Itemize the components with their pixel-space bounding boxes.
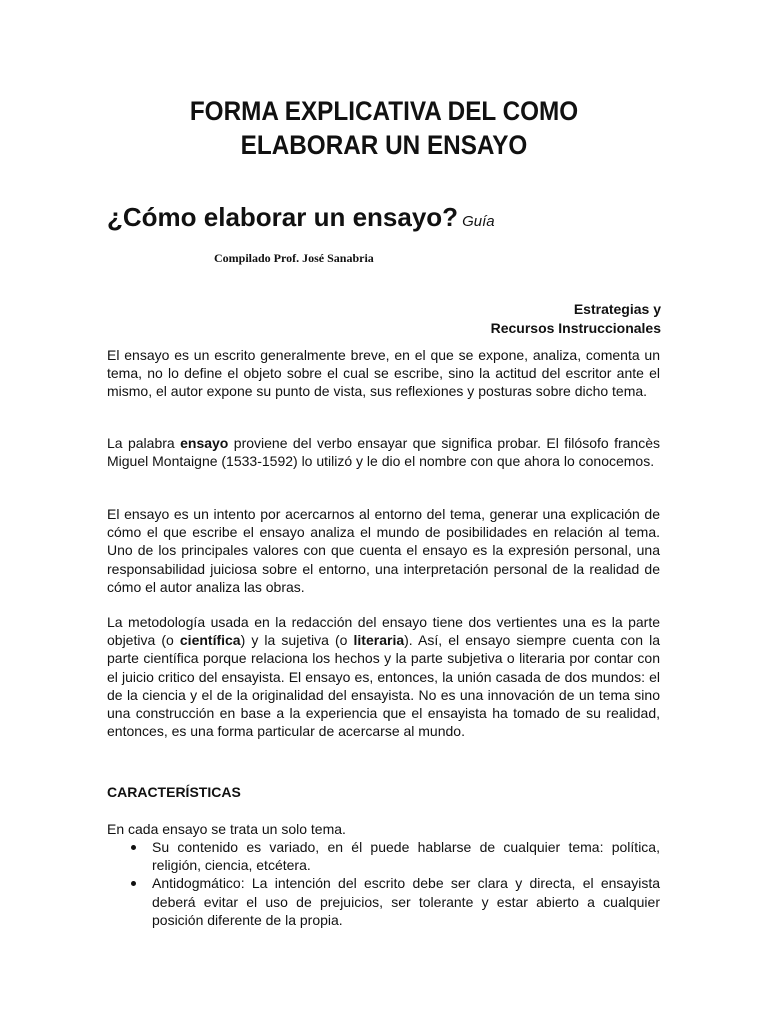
list-item: Antidogmático: La intención del escrito debe ser clara y directa, el ensayista deberá evitar el uso de prejuicios, ser tolerante y estar abierto a cualquier posición diferente de la propia. <box>107 874 660 929</box>
strategies-line-1: Estrategias y <box>573 301 661 317</box>
document-title <box>38 94 729 162</box>
paragraph-4-text-c: ). Así, el ensayo siempre cuenta con la parte científica porque relaciona los hechos y la parte subjetiva o literaria por contar con el juicio critico del ensayista. El ensayo es, entonces, la unión casada de dos mundos: el de la ciencia y el de la originalidad del ensayista. No es una innovación de un tema sino una construcción en base a la experiencia que el ensayista ha tomado de su realidad, entonces, es una forma particular de acercarse al mundo. <box>107 632 660 740</box>
title-line-1: FORMA EXPLICATIVA DEL COMO <box>189 96 579 126</box>
paragraph-4-text-b: ) y la sujetiva (o <box>240 632 354 649</box>
compiled-by: Compilado Prof. José Sanabria <box>214 251 374 265</box>
characteristics-intro: En cada ensayo se trata un solo tema. <box>107 821 346 837</box>
paragraph-4-bold-2: literaria <box>353 632 405 649</box>
paragraph-4 <box>107 613 660 740</box>
paragraph-4-bold-1: científica <box>179 632 241 649</box>
paragraph-2 <box>107 434 660 470</box>
paragraph-2-bold: ensayo <box>180 435 229 451</box>
strategies-label <box>491 300 661 338</box>
section-title-note: Guía <box>462 213 495 230</box>
title-line-2: ELABORAR UN ENSAYO <box>240 130 528 160</box>
section-title <box>107 201 495 238</box>
strategies-line-2: Recursos Instruccionales <box>490 320 661 336</box>
paragraph-4-text-a: La metodología usada en la redacción del ensayo tiene dos vertientes una es la parte objetiva (o <box>107 614 660 649</box>
section-title-text: ¿Cómo elaborar un ensayo? <box>107 202 459 232</box>
paragraph-1: El ensayo es un escrito generalmente breve, en el que se expone, analiza, comenta un tema, no lo define el objeto sobre el cual se escribe, sino la actitud del escritor ante el mismo, el autor expone su punto de vista, sus reflexiones y posturas sobre dicho tema. <box>107 347 660 400</box>
paragraph-2-text-b: proviene del verbo ensayar que significa probar. El filósofo francès Miguel Montaigne (1533-1592) lo utilizó y le dio el nombre con que ahora lo conocemos. <box>107 435 660 470</box>
paragraph-2-text-a: La palabra <box>107 435 181 451</box>
characteristics-heading: CARACTERÍSTICAS <box>107 784 241 800</box>
characteristics-list <box>107 838 660 929</box>
list-item: Su contenido es variado, en él puede hablarse de cualquier tema: política, religión, ciencia, etcétera. <box>107 838 660 874</box>
paragraph-3: El ensayo es un intento por acercarnos al entorno del tema, generar una explicación de cómo el que escribe el ensayo analiza el mundo de posibilidades en relación al tema. Uno de los principales valores con que cuenta el ensayo es la expresión personal, una responsabilidad juiciosa sobre el entorno, una interpretación personal de la realidad de cómo el autor analiza las obras. <box>107 506 660 595</box>
